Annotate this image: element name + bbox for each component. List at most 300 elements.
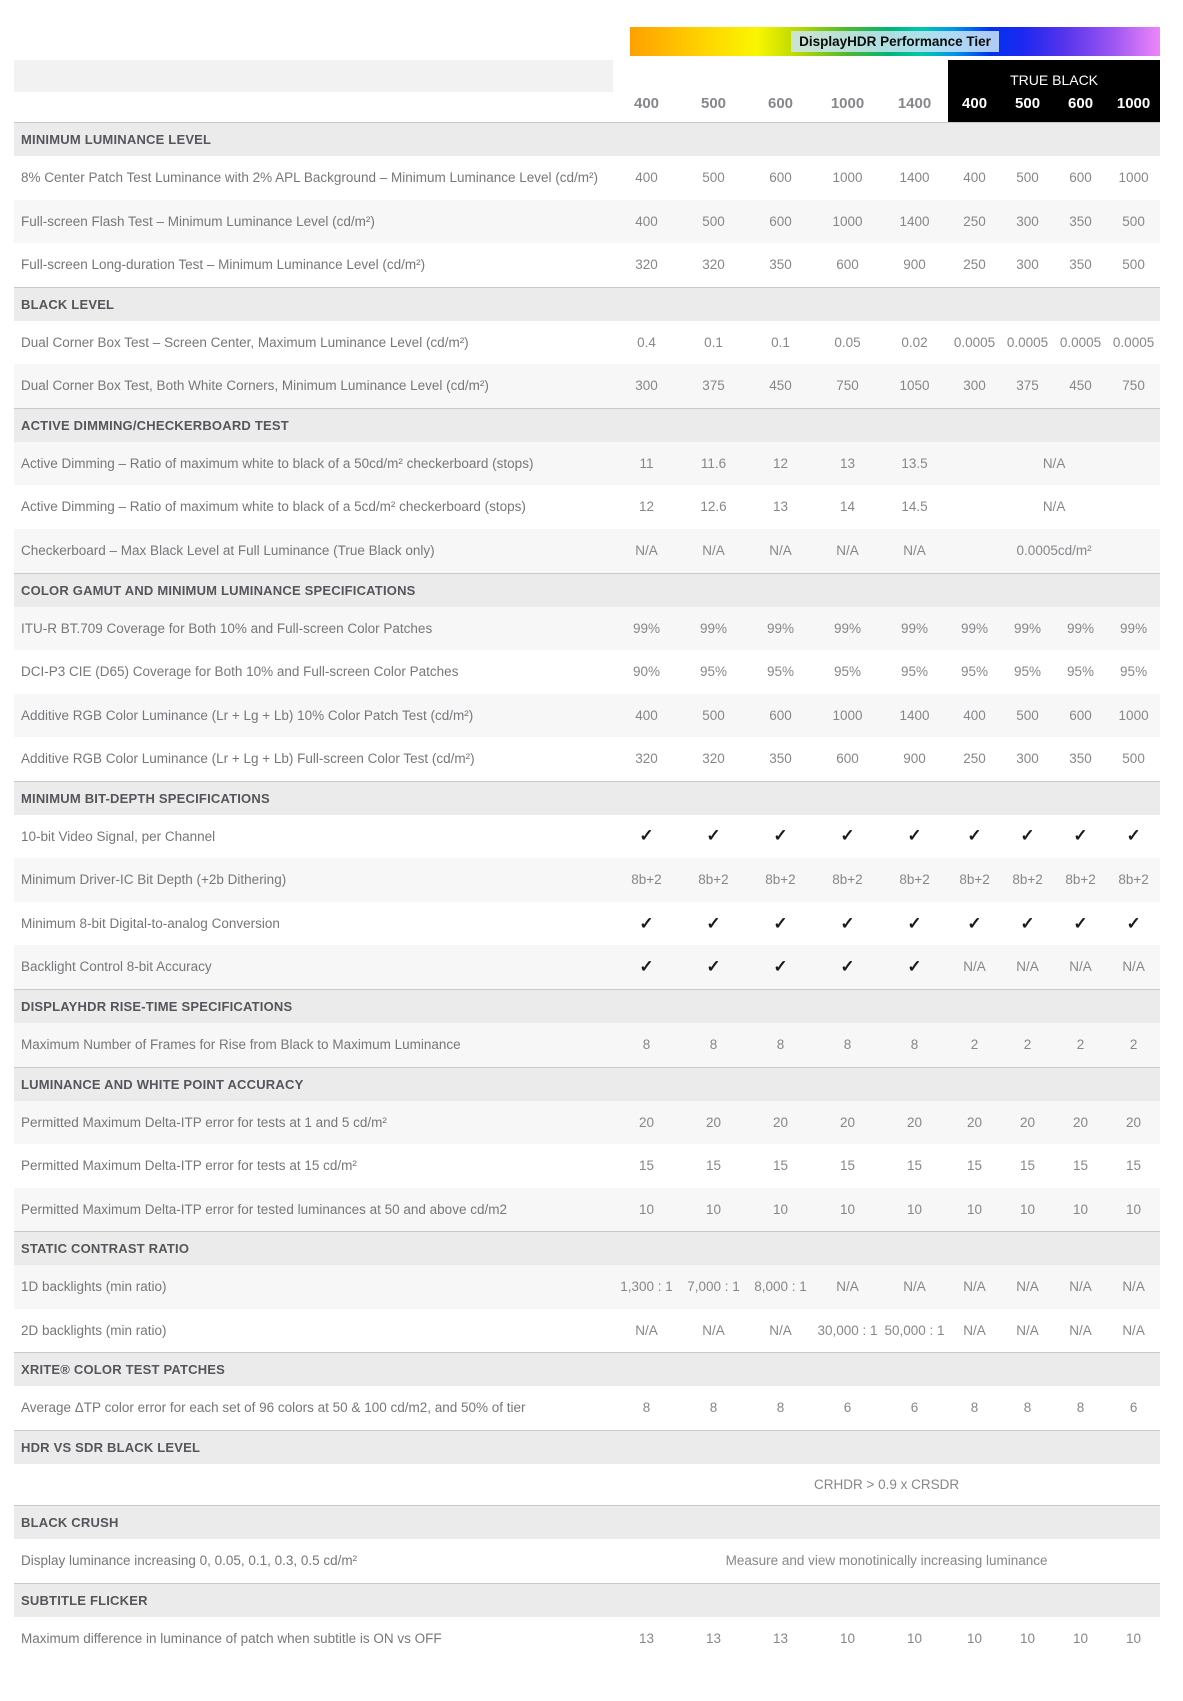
row-label: Permitted Maximum Delta-ITP error for tests at 15 cd/m² [21,1158,357,1174]
displayhdr-spec-page [14,27,1160,1661]
value-cell: N/A [836,542,859,558]
value-cell: N/A [635,542,658,558]
value-cell: N/A [1069,1279,1092,1295]
table-row [14,529,1160,573]
value-cell: 10 [772,1201,789,1217]
value-cell: 14 [839,499,856,515]
value-cell: 8 [1076,1400,1085,1416]
value-cell: 450 [1069,378,1092,394]
value-cell: 320 [702,257,725,273]
row-label: Dual Corner Box Test, Both White Corners, Minimum Luminance Level (cd/m²) [21,378,489,394]
value-cell: 500 [702,170,725,185]
table-row [14,1386,1160,1430]
value-cell: 10 [1073,1631,1089,1647]
checkmark-icon: ✓ [706,913,721,933]
value-cell: 20 [772,1114,789,1130]
value-cell: 750 [1122,378,1145,394]
checkmark-icon: ✓ [706,826,721,846]
section-header-row [14,781,1160,815]
value-cell: 7,000 : 1 [687,1279,740,1295]
value-cell: 600 [769,213,792,229]
value-cell: 12 [638,499,655,515]
value-cell: CRHDR > 0.9 x CRSDR [813,1476,960,1492]
tier-column-header: 500 [680,92,747,123]
value-cell: 750 [836,378,859,394]
table-row [14,607,1160,651]
value-cell: 90% [632,664,661,680]
displayhdr-spec-table [14,60,1160,1661]
value-cell: 13 [772,1631,789,1647]
value-cell: N/A [1122,1279,1145,1295]
value-cell: 13 [638,1631,655,1647]
checkmark-icon: ✓ [840,957,855,977]
row-label: Checkerboard – Max Black Level at Full Luminance (True Black only) [21,542,435,558]
value-cell: 10 [967,1201,983,1217]
value-cell: 8 [776,1400,785,1416]
row-label: Permitted Maximum Delta-ITP error for tested luminances at 50 and above cd/m2 [21,1201,507,1217]
section-header-row [14,1353,1160,1387]
value-cell: 350 [1069,751,1092,767]
checkmark-icon: ✓ [706,957,721,977]
table-row [14,1617,1160,1661]
tier-column-header: 400 [613,92,680,123]
value-cell: 8 [709,1037,718,1052]
row-label: 1D backlights (min ratio) [21,1279,167,1295]
value-cell: 250 [963,751,986,767]
value-cell: 14.5 [901,499,928,515]
value-cell: 10 [907,1631,923,1647]
section-header-row [14,573,1160,607]
value-cell: 400 [635,170,658,185]
section-title: BLACK LEVEL [14,287,1160,321]
value-cell: N/A [1042,455,1066,471]
row-label: Active Dimming – Ratio of maximum white to black of a 5cd/m² checkerboard (stops) [21,499,526,515]
value-cell: 1050 [899,378,930,394]
table-row [14,442,1160,486]
value-cell: 15 [1020,1158,1036,1174]
section-title: STATIC CONTRAST RATIO [14,1232,1160,1266]
checkmark-icon: ✓ [907,957,922,977]
value-cell: 0.0005 [953,334,996,350]
value-cell: 600 [836,257,859,273]
table-row [14,815,1160,859]
value-cell: 0.1 [771,334,790,350]
value-cell: 8,000 : 1 [754,1279,807,1295]
value-cell: 8b+2 [899,872,930,888]
value-cell: 10 [1020,1631,1036,1647]
section-title: HDR VS SDR BLACK LEVEL [14,1430,1160,1464]
value-cell: N/A [903,1279,926,1295]
value-cell: 99% [1067,620,1095,636]
value-cell: 8b+2 [1065,872,1096,888]
row-label: Minimum 8-bit Digital-to-analog Conversion [21,915,280,931]
row-label: Permitted Maximum Delta-ITP error for tests at 1 and 5 cd/m² [21,1114,387,1130]
value-cell: 15 [772,1158,789,1174]
value-cell: 99% [699,620,728,636]
table-row [14,321,1160,365]
true-black-column-header: 600 [1054,92,1107,123]
value-cell: N/A [635,1322,658,1338]
value-cell: 0.0005 [1006,334,1049,350]
value-cell: 15 [705,1158,722,1174]
header-row-columns [14,92,1160,123]
true-black-column-header: 500 [1001,92,1054,123]
row-label: 8% Center Patch Test Luminance with 2% APL Background – Minimum Luminance Level (cd/m²) [21,170,599,185]
value-cell: 300 [963,378,986,394]
value-cell: N/A [963,959,986,975]
value-cell: 8b+2 [1012,872,1043,888]
table-row [14,650,1160,694]
section-header-row [14,123,1160,157]
value-cell: 8b+2 [959,872,990,888]
value-cell: 95% [1120,664,1148,680]
value-cell: 8b+2 [832,872,863,888]
value-cell: 20 [907,1114,923,1130]
value-cell: 13 [705,1631,722,1647]
value-cell: 300 [635,378,658,394]
value-cell: 1400 [899,707,930,723]
value-cell: 0.4 [637,334,656,350]
row-label: 2D backlights (min ratio) [21,1322,167,1338]
value-cell: 500 [1016,707,1039,723]
value-cell: 250 [963,213,986,229]
table-head [14,60,1160,123]
header-label-cell [14,92,613,123]
value-cell: N/A [963,1279,986,1295]
value-cell: N/A [903,542,926,558]
row-label: Maximum difference in luminance of patch when subtitle is ON vs OFF [21,1631,442,1647]
section-title: COLOR GAMUT AND MINIMUM LUMINANCE SPECIFICATIONS [14,573,1160,607]
value-cell: 2 [1023,1037,1032,1052]
section-title: ACTIVE DIMMING/CHECKERBOARD TEST [14,408,1160,442]
row-label: Maximum Number of Frames for Rise from Black to Maximum Luminance [21,1037,461,1052]
checkmark-icon: ✓ [967,826,982,846]
value-cell: 99% [961,620,989,636]
value-cell: 8 [642,1400,651,1416]
value-cell: 1400 [899,170,930,185]
value-cell: 10 [638,1201,655,1217]
section-title: XRITE® COLOR TEST PATCHES [14,1353,1160,1387]
value-cell: 99% [1014,620,1042,636]
value-cell: N/A [1042,499,1066,515]
value-cell: 8 [970,1400,979,1416]
value-cell: 15 [907,1158,923,1174]
section-title: SUBTITLE FLICKER [14,1584,1160,1618]
table-row [14,200,1160,244]
value-cell: 20 [839,1114,856,1130]
table-row [14,694,1160,738]
value-cell: 600 [769,170,792,185]
section-header-row [14,990,1160,1024]
value-cell: N/A [702,1322,725,1338]
value-cell: 20 [1073,1114,1089,1130]
value-cell: 320 [702,751,725,767]
value-cell: 300 [1016,751,1039,767]
row-label: Average ΔTP color error for each set of 96 colors at 50 & 100 cd/m2, and 50% of tier [21,1400,526,1416]
checkmark-icon: ✓ [639,957,654,977]
value-cell: 8 [709,1400,718,1416]
value-cell: 1400 [899,213,930,229]
value-cell: 10 [1126,1631,1142,1647]
checkmark-icon: ✓ [639,826,654,846]
value-cell: 2 [1129,1037,1138,1052]
section-title: BLACK CRUSH [14,1506,1160,1540]
value-cell: N/A [1069,959,1092,975]
header-label-spacer [14,60,613,92]
value-cell: 11.6 [700,455,727,471]
true-black-header: TRUE BLACK [948,60,1160,92]
checkmark-icon: ✓ [1073,913,1088,933]
checkmark-icon: ✓ [907,913,922,933]
row-label [14,1464,613,1506]
value-cell: 95% [699,664,728,680]
table-row [14,1144,1160,1188]
value-cell: 10 [705,1201,722,1217]
value-cell: 2 [970,1037,979,1052]
value-cell: 400 [635,213,658,229]
header-blank-spacer [613,60,948,92]
gradient-title: DisplayHDR Performance Tier [791,31,999,52]
value-cell: 10 [839,1631,856,1647]
value-cell: 2 [1076,1037,1085,1052]
value-cell: 20 [967,1114,983,1130]
value-cell: 99% [1120,620,1148,636]
row-label: 10-bit Video Signal, per Channel [21,828,216,844]
value-cell: 95% [901,664,929,680]
value-cell: 8 [642,1037,651,1052]
value-cell: 1000 [1118,707,1149,723]
checkmark-icon: ✓ [840,913,855,933]
checkmark-icon: ✓ [1073,826,1088,846]
table-row [14,902,1160,946]
value-cell: 8b+2 [631,872,662,888]
value-cell: 300 [1016,213,1039,229]
value-cell: 10 [967,1631,983,1647]
checkmark-icon: ✓ [1020,826,1035,846]
table-row [14,737,1160,781]
value-cell: 15 [839,1158,856,1174]
value-cell: 11 [639,455,654,471]
section-header-row [14,1430,1160,1464]
value-cell: 50,000 : 1 [884,1322,945,1338]
checkmark-icon: ✓ [1020,913,1035,933]
row-label: Full-screen Flash Test – Minimum Luminance Level (cd/m²) [21,213,375,229]
value-cell: N/A [1016,1279,1039,1295]
value-cell: 1000 [832,170,863,185]
section-title: LUMINANCE AND WHITE POINT ACCURACY [14,1067,1160,1101]
value-cell: 8 [1023,1400,1032,1416]
value-cell: 450 [769,378,792,394]
checkmark-icon: ✓ [1126,826,1141,846]
value-cell: 20 [638,1114,655,1130]
value-cell: N/A [1069,1322,1092,1338]
value-cell: 300 [1016,257,1039,273]
value-cell: 0.0005cd/m² [1016,542,1092,558]
value-cell: 250 [963,257,986,273]
value-cell: 30,000 : 1 [817,1322,878,1338]
value-cell: 6 [843,1400,852,1416]
value-cell: 500 [1122,751,1145,767]
value-cell: N/A [836,1279,859,1295]
true-black-column-header: 400 [948,92,1001,123]
row-label: Full-screen Long-duration Test – Minimum Luminance Level (cd/m²) [21,257,426,273]
row-label: Dual Corner Box Test – Screen Center, Maximum Luminance Level (cd/m²) [21,334,469,350]
checkmark-icon: ✓ [840,826,855,846]
value-cell: 20 [705,1114,722,1130]
value-cell: 600 [1069,707,1092,723]
table-row [14,364,1160,408]
table-row [14,1188,1160,1232]
value-cell: 20 [1020,1114,1036,1130]
value-cell: 8 [843,1037,852,1052]
value-cell: 95% [961,664,989,680]
checkmark-icon: ✓ [773,957,788,977]
value-cell: 15 [1126,1158,1142,1174]
checkmark-icon: ✓ [907,826,922,846]
table-row [14,1309,1160,1353]
value-cell: 500 [702,707,725,723]
value-cell: 95% [766,664,795,680]
section-title: MINIMUM LUMINANCE LEVEL [14,123,1160,157]
table-row [14,243,1160,287]
value-cell: 12 [772,455,789,471]
checkmark-icon: ✓ [773,913,788,933]
value-cell: 400 [963,707,986,723]
value-cell: 8b+2 [698,872,729,888]
value-cell: N/A [769,1322,792,1338]
value-cell: 1000 [832,213,863,229]
value-cell: 1000 [832,707,863,723]
value-cell: 600 [836,751,859,767]
value-cell: 600 [769,707,792,723]
section-header-row [14,408,1160,442]
value-cell: 350 [769,257,792,273]
value-cell: 6 [1129,1400,1138,1416]
table-row [14,945,1160,989]
value-cell: 400 [635,707,658,723]
value-cell: 15 [1073,1158,1089,1174]
value-cell: 20 [1126,1114,1142,1130]
value-cell: 0.05 [834,334,861,350]
value-cell: 12.6 [700,499,727,515]
value-cell: 500 [1016,170,1039,185]
value-cell: 500 [1122,257,1145,273]
value-cell: 1000 [1118,170,1149,185]
table-row [14,858,1160,902]
value-cell: 350 [769,751,792,767]
checkmark-icon: ✓ [1126,913,1141,933]
value-cell: 0.0005 [1059,334,1102,350]
value-cell: 350 [1069,257,1092,273]
value-cell: 375 [702,378,725,394]
value-cell: 99% [632,620,661,636]
value-cell: N/A [1122,959,1145,975]
section-header-row [14,1584,1160,1618]
section-header-row [14,1506,1160,1540]
value-cell: 10 [1073,1201,1089,1217]
tier-column-header: 1000 [814,92,881,123]
table-row [14,1101,1160,1145]
table-row [14,1023,1160,1067]
value-cell: N/A [1016,1322,1039,1338]
tier-column-header: 600 [747,92,814,123]
value-cell: N/A [1016,959,1039,975]
value-cell: 15 [638,1158,655,1174]
row-label: Additive RGB Color Luminance (Lr + Lg + Lb) 10% Color Patch Test (cd/m²) [21,707,474,723]
row-label: Minimum Driver-IC Bit Depth (+2b Dithering) [21,872,287,888]
header-row-top [14,60,1160,92]
value-cell: 1,300 : 1 [620,1279,673,1295]
value-cell: 95% [833,664,862,680]
value-cell: 99% [901,620,929,636]
value-cell: 375 [1016,378,1039,394]
value-cell: 500 [702,213,725,229]
value-cell: Measure and view monotinically increasing luminance [725,1553,1048,1569]
value-cell: 500 [1122,213,1145,229]
table-row [14,1464,1160,1506]
value-cell: 99% [833,620,862,636]
value-cell: 320 [635,751,658,767]
value-cell: 400 [963,170,986,185]
value-cell: 0.02 [901,334,928,350]
row-label: Additive RGB Color Luminance (Lr + Lg + Lb) Full-screen Color Test (cd/m²) [21,751,475,767]
table-body [14,123,1160,1661]
true-black-column-header: 1000 [1107,92,1160,123]
checkmark-icon: ✓ [773,826,788,846]
value-cell: N/A [769,542,792,558]
value-cell: 10 [1020,1201,1036,1217]
value-cell: 8 [910,1037,919,1052]
row-label: Display luminance increasing 0, 0.05, 0.1, 0.3, 0.5 cd/m² [21,1553,358,1569]
value-cell: 0.1 [704,334,723,350]
section-header-row [14,287,1160,321]
value-cell: 8b+2 [765,872,796,888]
value-cell: 320 [635,257,658,273]
value-cell: 99% [766,620,795,636]
value-cell: 0.0005 [1112,334,1155,350]
performance-tier-gradient-bar [630,27,1160,56]
section-header-row [14,1232,1160,1266]
row-label: DCI-P3 CIE (D65) Coverage for Both 10% and Full-screen Color Patches [21,664,459,680]
table-row [14,156,1160,200]
value-cell: 350 [1069,213,1092,229]
row-label: ITU-R BT.709 Coverage for Both 10% and Full-screen Color Patches [21,620,433,636]
row-label: Active Dimming – Ratio of maximum white to black of a 50cd/m² checkerboard (stops) [21,455,534,471]
value-cell: 900 [903,257,926,273]
value-cell: 95% [1014,664,1042,680]
value-cell: 13.5 [901,455,928,471]
section-title: DISPLAYHDR RISE-TIME SPECIFICATIONS [14,990,1160,1024]
tier-column-header: 1400 [881,92,948,123]
value-cell: N/A [1122,1322,1145,1338]
value-cell: N/A [702,542,725,558]
checkmark-icon: ✓ [639,913,654,933]
value-cell: 10 [839,1201,856,1217]
table-row [14,1539,1160,1583]
value-cell: 10 [907,1201,923,1217]
section-header-row [14,1067,1160,1101]
value-cell: 13 [839,455,856,471]
table-row [14,485,1160,529]
value-cell: 600 [1069,170,1092,185]
value-cell: 13 [772,499,789,515]
row-label: Backlight Control 8-bit Accuracy [21,959,212,975]
table-row [14,1265,1160,1309]
value-cell: 8 [776,1037,785,1052]
value-cell: 6 [910,1400,919,1416]
value-cell: 95% [1067,664,1095,680]
value-cell: 900 [903,751,926,767]
